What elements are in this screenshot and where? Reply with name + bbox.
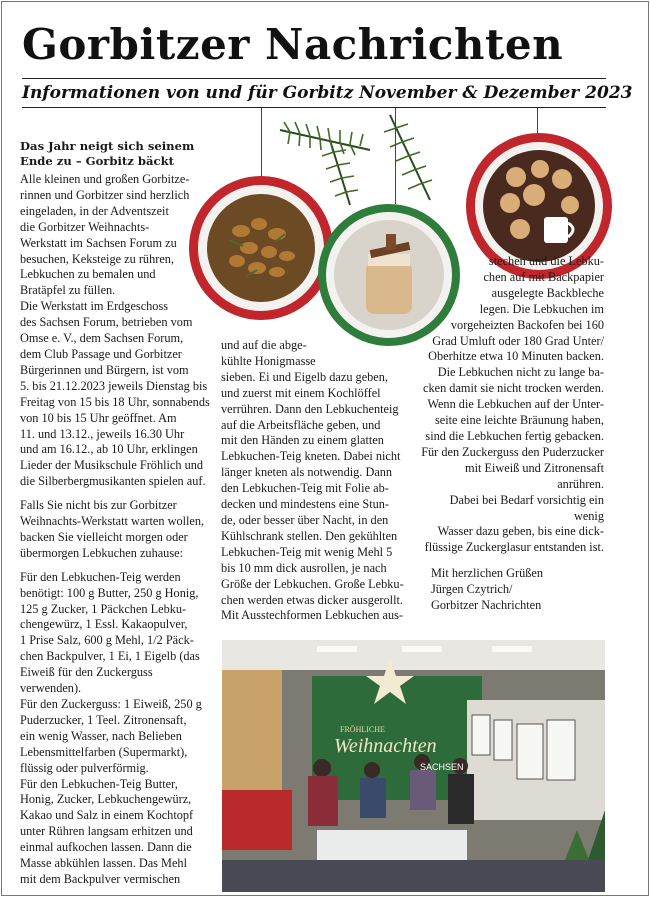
banner-text-sachsen: SACHSEN <box>420 762 464 772</box>
article-paragraph: Falls Sie nicht bis zur Gorbitzer Weihnachts-Werkstatt warten wollen, backen Sie vielleicht morgen oder übermorgen Lebkuchen zuhause: <box>20 498 205 560</box>
article-left-column <box>20 139 216 888</box>
workshop-photo <box>222 640 605 892</box>
ornament-string-middle <box>395 108 396 204</box>
article-right-column <box>420 254 604 614</box>
banner-text-small: FRÖHLICHE <box>340 725 385 734</box>
masthead-rule-top <box>22 78 606 79</box>
masthead-subtitle: Informationen von und für Gorbitz November & Dezember 2023 <box>22 83 633 103</box>
banner-text-large: Weihnachten <box>334 735 437 757</box>
ornament-string-right <box>537 108 538 133</box>
masthead-rule-bottom <box>22 107 606 108</box>
article-paragraph: stechen und die Lebku- chen auf mit Backpapier ausgelegte Backbleche legen. Die Lebkuchen im vorgeheizten Backofen bei 160 Grad Umluft oder 180 Grad Unter/ Oberhitze etwa 10 Minuten backen. Die Lebkuchen nicht zu lange ba- cken damit sie nicht trocken werden. Wenn die Lebkuchen auf der Unter- seite eine leichte Bräunung haben, sind die Lebkuchen fertig gebacken. Für den Zuckerguss den Puderzucker mit Eiweiß und Zitronensaft anrühren. Dabei bei Bedarf vorsichtig ein wenig Wasser dazu geben, bis eine dick- flüssige Zuckerglasur entstanden ist. <box>421 254 604 555</box>
article-paragraph: Für den Lebkuchen-Teig werden benötigt: 100 g Butter, 250 g Honig, 125 g Zucker, 1 Päckchen Lebku- chengewürz, 1 Essl. Kakaopulver, 1 Prise Salz, 600 g Mehl, 1/2 Päck- chen Backpulver, 1 Ei, 1 Eigelb (das Eiweiß für den Zuckerguss verwenden). Für den Zuckerguss: 1 Eiweiß, 250 g Puderzucker, 1 Teel. Zitronensaft, ein wenig Wasser, nach Belieben Lebensmittelfarben (Supermarkt), flüssig oder pulverförmig. Für den Lebkuchen-Teig Butter, Honig, Zucker, Lebkuchengewürz, Kakao und Salz in einem Kochtopf unter Rühren langsam erhitzen und einmal aufkochen lassen. Dann die Masse abkühlen lassen. Das Mehl mit dem Backpulver vermischen <box>20 569 202 886</box>
article-signoff: Mit herzlichen Grüßen Jürgen Czytrich/ Gorbitzer Nachrichten <box>431 566 543 613</box>
article-paragraph: und auf die abge- kühlte Honigmasse sieben. Ei und Eigelb dazu geben, und zuerst mit einem Kochlöffel verrühren. Dann den Lebkuchenteig auf die Arbeitsfläche geben, und mit den Händen zu einem glatten Lebkuchen-Teig kneten. Dabei nicht länger kneten als notwendig. Dann den Lebkuchen-Teig mit Folie ab- decken und mindestens eine Stun- de, oder besser über Nacht, in den Kühlschrank stellen. Den gekühlten Lebkuchen-Teig mit wenig Mehl 5 bis 10 mm dick ausrollen, je nach Größe der Lebkuchen. Große Lebku- chen werden etwas dicker ausgerollt. Mit Ausstechformen Lebkuchen aus- <box>221 338 404 623</box>
masthead-title: Gorbitzer Nachrichten <box>22 20 564 69</box>
article-headline: Das Jahr neigt sich seinem Ende zu – Gorbitz bäckt <box>20 139 195 168</box>
ornament-string-left <box>261 108 262 176</box>
article-paragraph: Alle kleinen und großen Gorbitze- rinnen und Gorbitzer sind herzlich eingeladen, in der Adventszeit die Gorbitzer Weihnachts- Werkstatt im Sachsen Forum zu besuchen, Keksteige zu rühren, Lebkuchen zu bemalen und Bratäpfel zu füllen. Die Werkstatt im Erdgeschoss des Sachsen Forum, betrieben vom Omse e. V., dem Sachsen Forum, dem Club Passage und Gorbitzer Bürgerinnen und Bürgern, ist vom 5. bis 21.12.2023 jeweils Dienstag bis Freitag von 15 bis 18 Uhr, sonnabends von 10 bis 15 Uhr geöffnet. Am 11. und 13.12., jeweils 16.30 Uhr und am 16.12., ab 10 Uhr, erklingen Lieder der Musikschule Fröhlich und die Silberbergmusikanten spielen auf. <box>20 172 210 489</box>
article-middle-column <box>221 338 416 624</box>
